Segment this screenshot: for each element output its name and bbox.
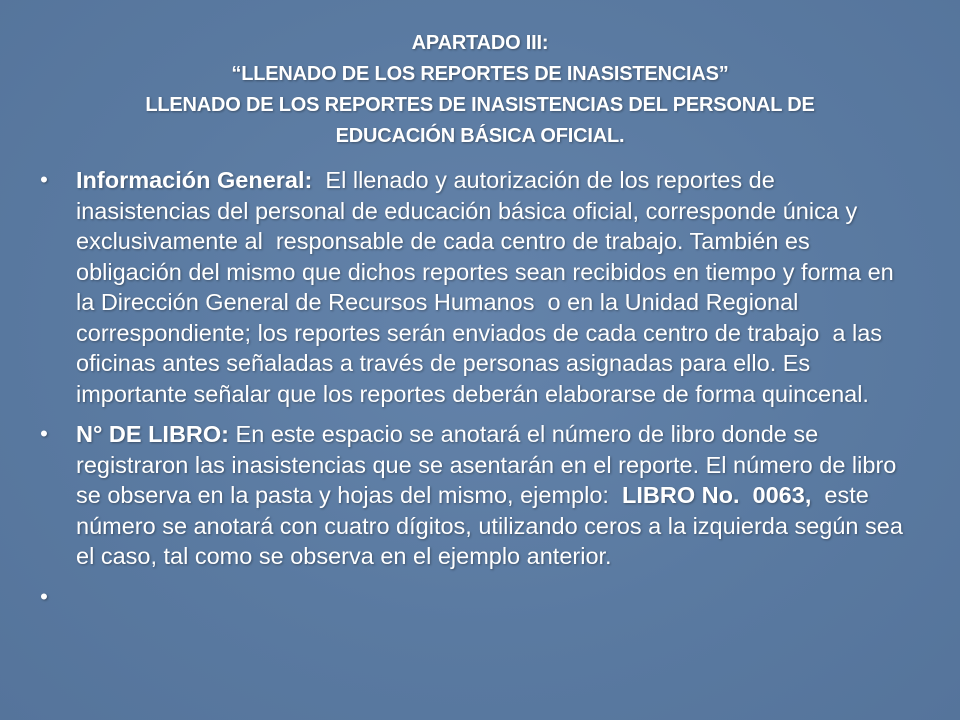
bullet-list: [34, 165, 914, 624]
title-line-4: EDUCACIÓN BÁSICA OFICIAL.: [335, 125, 625, 147]
bullet-label: Información General:: [76, 167, 313, 193]
bullet-item-empty: [34, 582, 914, 614]
bullet-emphasis: LIBRO No. 0063,: [622, 482, 812, 508]
bullet-dot-icon: •: [40, 421, 48, 446]
bullet-item-numero-de-libro: [34, 419, 914, 572]
bullet-text-continued: este número se anotará con cuatro dígitos, utilizando ceros a la izquierda según sea el caso, tal como se observa en el ejemplo anterior.: [76, 482, 910, 569]
bullet-dot-icon: •: [40, 167, 48, 192]
title-line-1: APARTADO III:: [411, 32, 549, 54]
bullet-text: En este espacio se anotará el número de libro donde se registraron las inasistencias que se asentarán en el reporte. El número de libro se observa en la pasta y hojas del mismo, ejemplo:: [76, 421, 903, 508]
title-line-3: LLENADO DE LOS REPORTES DE INASISTENCIAS DEL PERSONAL DE: [145, 94, 815, 116]
slide-title: [40, 28, 920, 152]
title-line-2: “LLENADO DE LOS REPORTES DE INASISTENCIAS”: [231, 63, 729, 85]
bullet-label: N° DE LIBRO:: [76, 421, 230, 447]
bullet-item-informacion-general: [34, 165, 914, 409]
bullet-text: El llenado y autorización de los reportes de inasistencias del personal de educación básica oficial, corresponde única y exclusivamente al responsable de cada centro de trabajo. También es obligación del mismo que dichos reportes sean recibidos en tiempo y forma en la Dirección General de Recursos Humanos o en la Unidad Regional correspondiente; los reportes serán enviados de cada centro de trabajo a las oficinas antes señaladas a través de personas asignadas para ello. Es importante señalar que los reportes deberán elaborarse de forma quincenal.: [76, 167, 901, 407]
bullet-dot-icon: •: [40, 583, 48, 609]
